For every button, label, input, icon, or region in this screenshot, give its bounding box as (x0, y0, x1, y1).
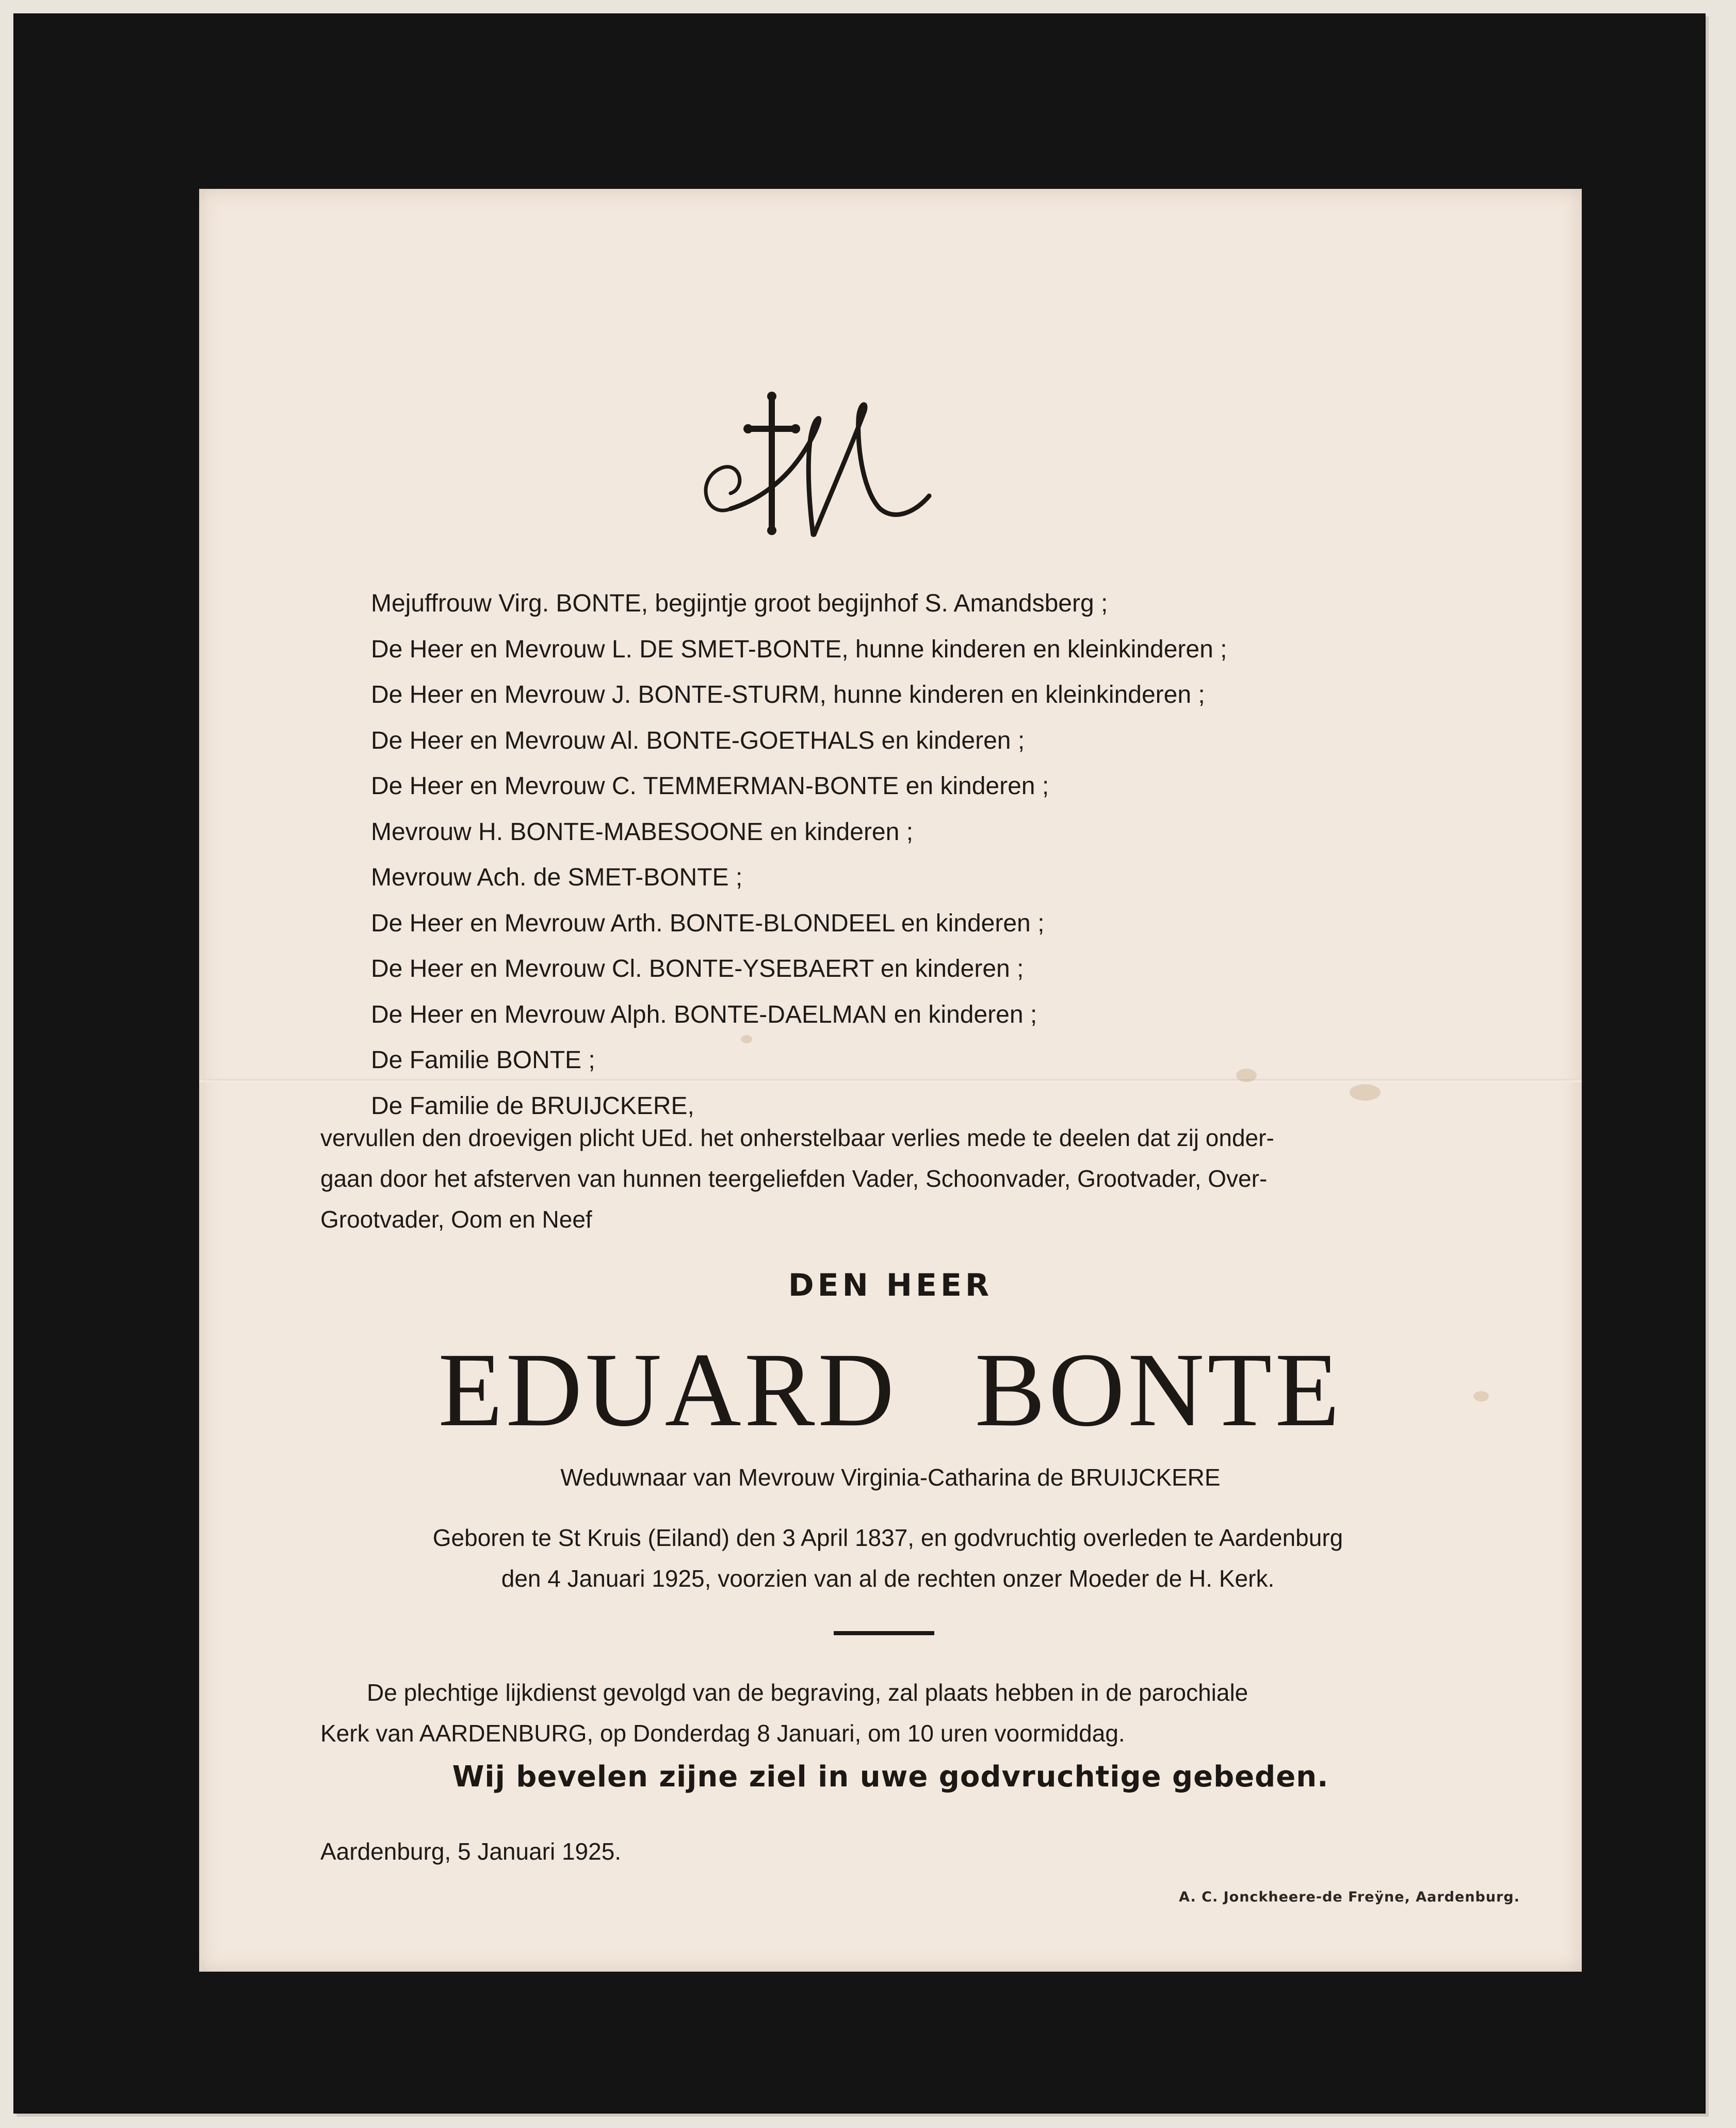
mourner-line: De Heer en Mevrouw Arth. BONTE-BLONDEEL en kinderen ; (371, 909, 1045, 937)
mourner-line: Mejuffrouw Virg. BONTE, begijntje groot begijnhof S. Amandsberg ; (371, 590, 1108, 617)
deceased-name (199, 1331, 1582, 1448)
mourners-list (371, 581, 1557, 1129)
mourner-line: Mevrouw H. BONTE-MABESOONE en kinderen ; (371, 818, 913, 846)
mourner-line: De Heer en Mevrouw J. BONTE-STURM, hunne kinderen en kleinkinderen ; (371, 681, 1205, 708)
mourner-line: Mevrouw Ach. de SMET-BONTE ; (371, 864, 743, 891)
funeral-line: Kerk van AARDENBURG, op Donderdag 8 Januari, om 10 uren voormiddag. (320, 1720, 1125, 1747)
death-notice-sheet (199, 189, 1582, 1972)
announcement-line: vervullen den droevigen plicht UEd. het onherstelbaar verlies mede te deelen dat zij onder- (320, 1124, 1274, 1151)
announcement-paragraph (320, 1118, 1564, 1240)
deceased-first-name: EDUARD (438, 1331, 898, 1448)
mourner-line: De Heer en Mevrouw L. DE SMET-BONTE, hunne kinderen en kleinkinderen ; (371, 635, 1227, 663)
mourner-line: De Heer en Mevrouw Alph. BONTE-DAELMAN en kinderen ; (371, 1001, 1037, 1028)
widower-line: Weduwnaar van Mevrouw Virginia-Catharina de BRUIJCKERE (560, 1464, 1221, 1491)
deceased-last-name: BONTE (975, 1331, 1343, 1448)
mourning-card-border (13, 13, 1706, 2114)
title-den-heer: DEN HEER (788, 1267, 993, 1303)
mourner-line: De Heer en Mevrouw C. TEMMERMAN-BONTE en kinderen ; (371, 772, 1049, 800)
place-date-line: Aardenburg, 5 Januari 1925. (320, 1838, 622, 1865)
mourner-line: De Heer en Mevrouw Al. BONTE-GOETHALS en kinderen ; (371, 727, 1025, 754)
printer-imprint: A. C. Jonckheere-de Freÿne, Aardenburg. (1179, 1889, 1520, 1905)
divider-rule (834, 1631, 934, 1635)
cross-m-monogram-icon (694, 390, 942, 545)
mourner-line: De Familie de BRUIJCKERE, (371, 1092, 694, 1120)
birth-death-line: Geboren te St Kruis (Eiland) den 3 April 1837, en godvruchtig overleden te Aardenburg (432, 1524, 1343, 1551)
funeral-line: De plechtige lijkdienst gevolgd van de begraving, zal plaats hebben in de parochiale (367, 1679, 1248, 1706)
announcement-line: gaan door het afsterven van hunnen teergeliefden Vader, Schoonvader, Grootvader, Over- (320, 1165, 1268, 1192)
birth-death-paragraph (302, 1518, 1473, 1599)
birth-death-line: den 4 Januari 1925, voorzien van al de rechten onzer Moeder de H. Kerk. (501, 1565, 1275, 1592)
mourner-line: De Heer en Mevrouw Cl. BONTE-YSEBAERT en kinderen ; (371, 955, 1024, 982)
mourner-line: De Familie BONTE ; (371, 1046, 595, 1074)
announcement-line: Grootvader, Oom en Neef (320, 1206, 592, 1233)
funeral-paragraph (320, 1672, 1569, 1754)
prayer-line: Wij bevelen zijne ziel in uwe godvruchtige gebeden. (452, 1760, 1329, 1794)
